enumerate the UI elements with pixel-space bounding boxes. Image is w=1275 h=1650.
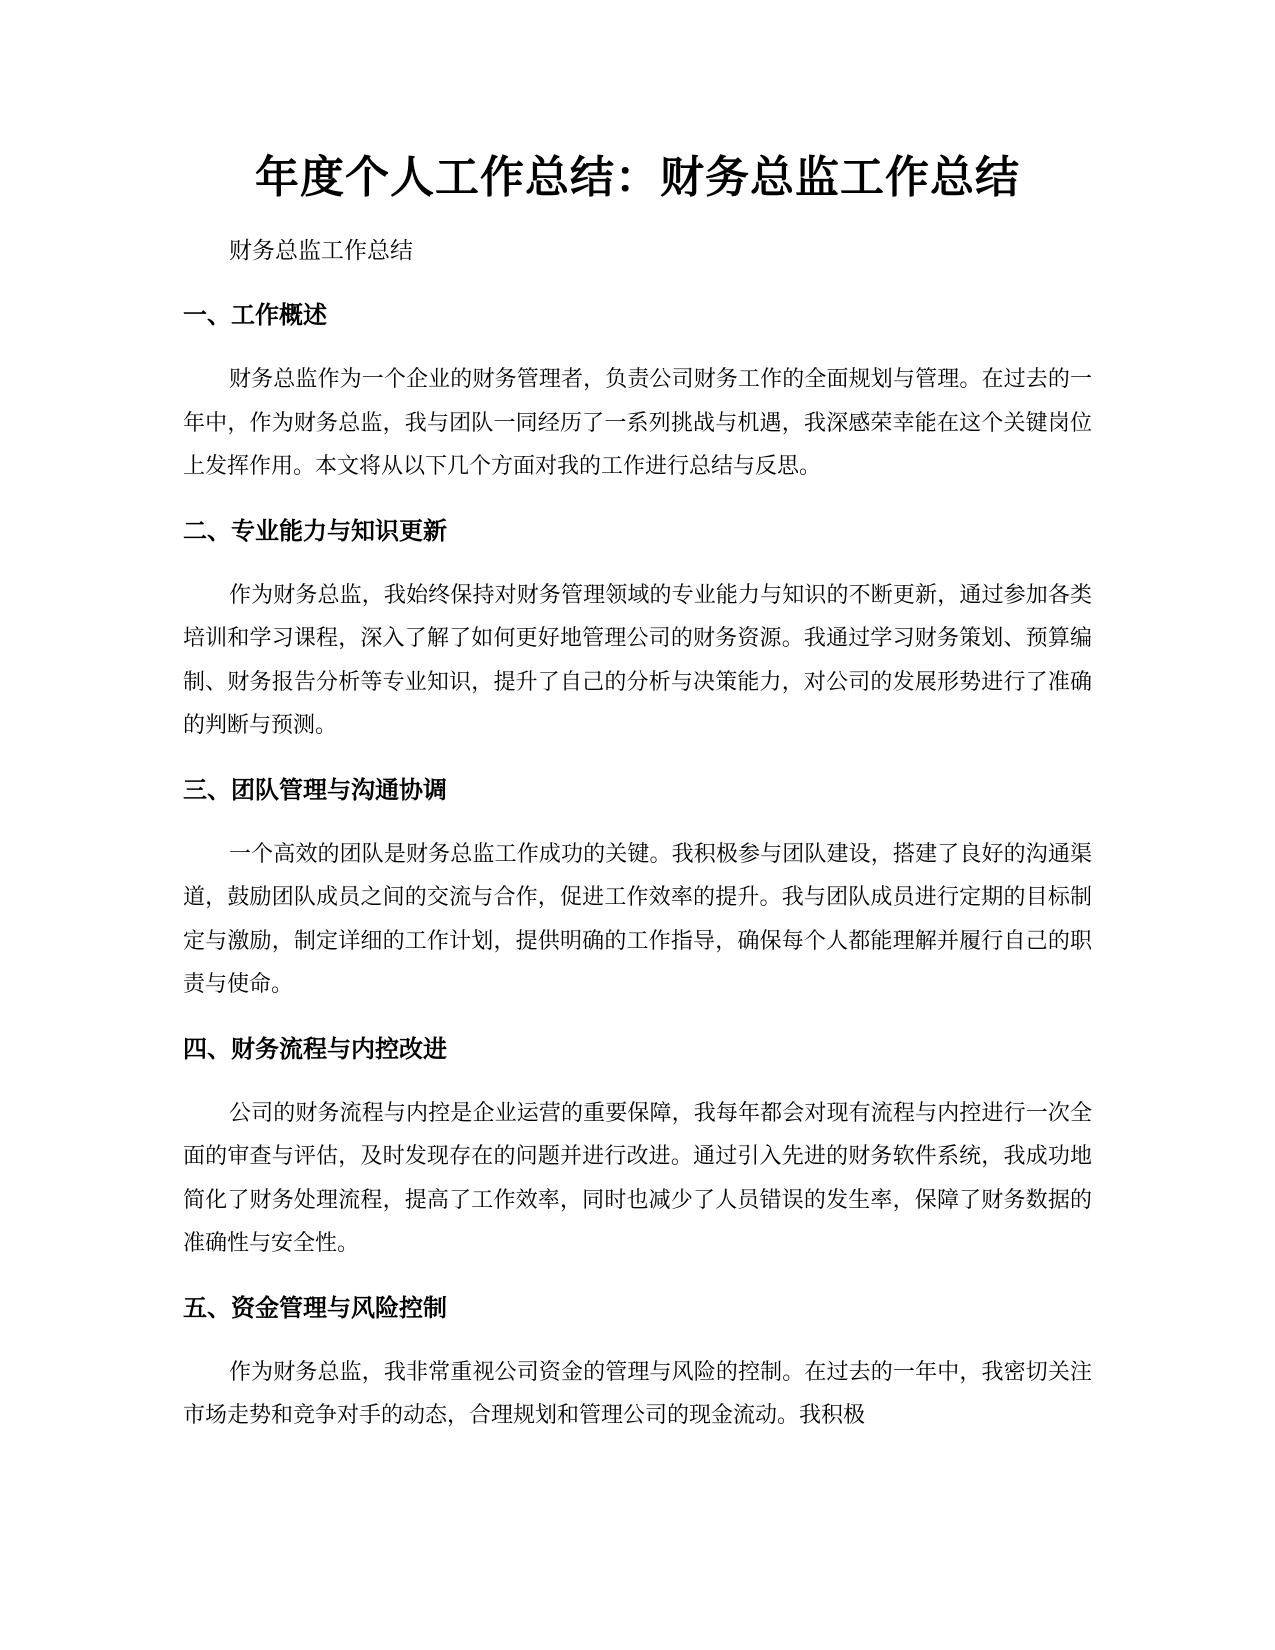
section-body-2: 作为财务总监，我始终保持对财务管理领域的专业能力与知识的不断更新，通过参加各类培训和学习课程，深入了解了如何更好地管理公司的财务资源。我通过学习财务策划、预算编制、财务报告分析等专业知识，提升了自己的分析与决策能力，对公司的发展形势进行了准确的判断与预测。 [183, 582, 1092, 738]
section-body-5: 作为财务总监，我非常重视公司资金的管理与风险的控制。在过去的一年中，我密切关注市场走势和竞争对手的动态，合理规划和管理公司的现金流动。我积极 [183, 1359, 1092, 1428]
section-body-3: 一个高效的团队是财务总监工作成功的关键。我积极参与团队建设，搭建了良好的沟通渠道，鼓励团队成员之间的交流与合作，促进工作效率的提升。我与团队成员进行定期的目标制定与激励，制定详细的工作计划，提供明确的工作指导，确保每个人都能理解并履行自己的职责与使命。 [183, 841, 1092, 997]
section-heading-3: 三、团队管理与沟通协调 [183, 775, 447, 804]
document-title: 年度个人工作总结：财务总监工作总结 [255, 152, 1020, 203]
section-heading-1: 一、工作概述 [183, 301, 327, 329]
section-body-4: 公司的财务流程与内控是企业运营的重要保障，我每年都会对现有流程与内控进行一次全面的审查与评估，及时发现存在的问题并进行改进。通过引入先进的财务软件系统，我成功地简化了财务处理流程，提高了工作效率，同时也减少了人员错误的发生率，保障了财务数据的准确性与安全性。 [183, 1100, 1092, 1256]
document-subtitle: 财务总监工作总结 [229, 238, 413, 264]
section-heading-4: 四、财务流程与内控改进 [183, 1034, 447, 1063]
section-body-1: 财务总监作为一个企业的财务管理者，负责公司财务工作的全面规划与管理。在过去的一年中，作为财务总监，我与团队一同经历了一系列挑战与机遇，我深感荣幸能在这个关键岗位上发挥作用。本文将从以下几个方面对我的工作进行总结与反思。 [183, 367, 1092, 479]
section-heading-5: 五、资金管理与风险控制 [183, 1293, 447, 1322]
section-heading-2: 二、专业能力与知识更新 [183, 516, 447, 545]
